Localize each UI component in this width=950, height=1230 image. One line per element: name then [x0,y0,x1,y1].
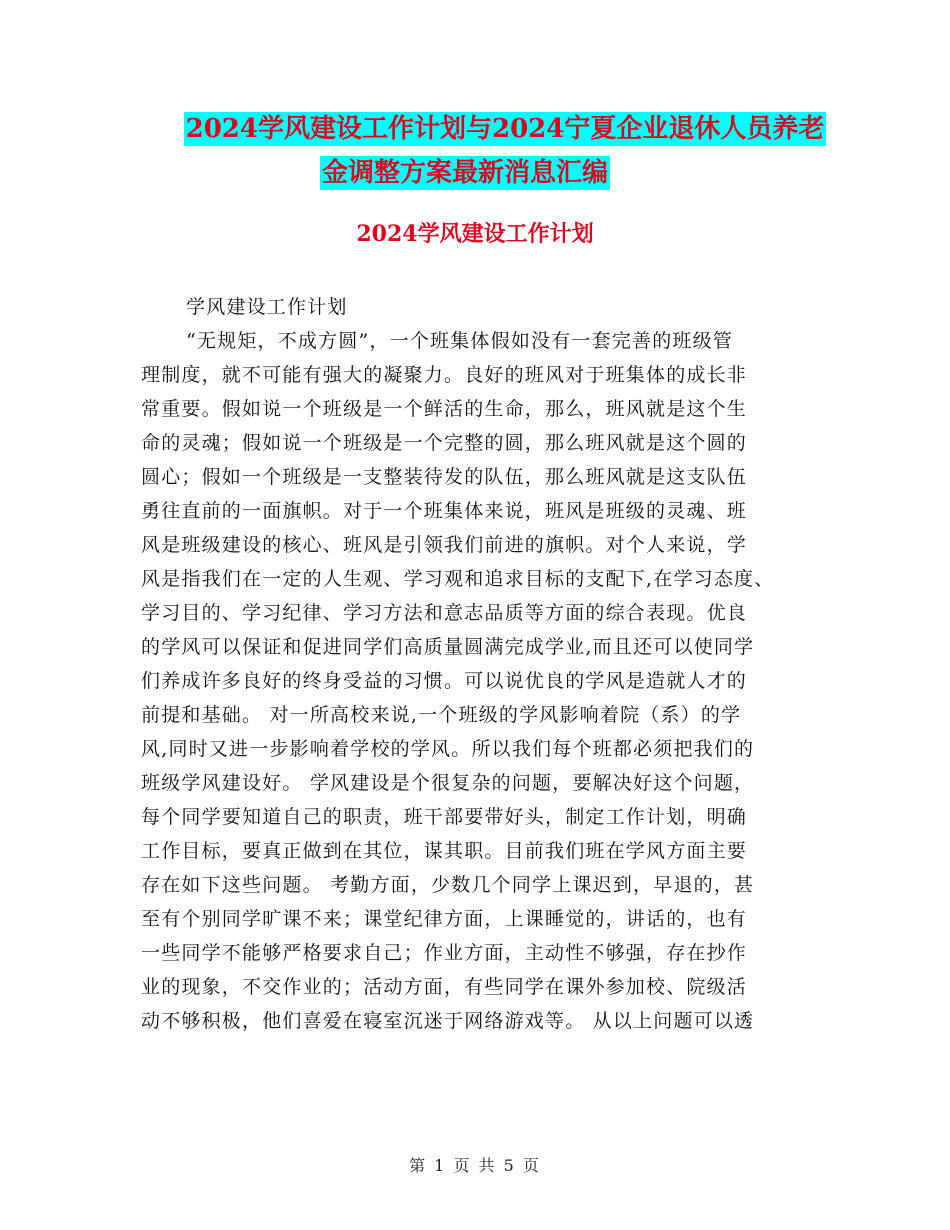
paragraph-line: 常重要。假如说一个班级是一个鲜活的生命，那么，班风就是这个生 [141,398,748,420]
paragraph-line: 前提和基础。 对一所高校来说,一个班级的学风影响着院（系）的学 [141,704,742,726]
paragraph-line: 学习目的、学习纪律、学习方法和意志品质等方面的综合表现。优良 [141,602,748,624]
paragraph-line: 至有个别同学旷课不来；课堂纪律方面，上课睡觉的，讲话的，也有 [141,908,748,930]
paragraph-line: 存在如下这些问题。 考勤方面，少数几个同学上课迟到，早退的，甚 [141,874,755,896]
paragraph-line: 们养成许多良好的终身受益的习惯。可以说优良的学风是造就人才的 [141,670,748,692]
paragraph-line: 的学风可以保证和促进同学们高质量圆满完成学业,而且还可以使同学 [141,636,755,658]
paragraph-line: 班级学风建设好。 学风建设是个很复杂的问题，要解决好这个问题， [141,772,755,794]
paragraph-line: 风是指我们在一定的人生观、学习观和追求目标的支配下,在学习态度、 [141,568,775,590]
paragraph-line: 业的现象，不交作业的；活动方面，有些同学在课外参加校、院级活 [141,976,748,998]
paragraph-line: 动不够积极，他们喜爱在寝室沉迷于网络游戏等。 从以上问题可以透 [141,1010,755,1032]
paragraph-line: 风是班级建设的核心、班风是引领我们前进的旗帜。对个人来说，学 [141,534,748,556]
paragraph-line: 每个同学要知道自己的职责，班干部要带好头，制定工作计划，明确 [141,806,748,828]
paragraph-line: 理制度，就不可能有强大的凝聚力。良好的班风对于班集体的成长非 [141,364,748,386]
paragraph-line: 一些同学不能够严格要求自己；作业方面，主动性不够强，存在抄作 [141,942,748,964]
paragraph-line: 工作目标，要真正做到在其位，谋其职。目前我们班在学风方面主要 [141,840,748,862]
document-title [120,112,830,200]
section-heading: 2024学风建设工作计划 [356,221,594,247]
paragraph-line: 命的灵魂；假如说一个班级是一个完整的圆，那么班风就是这个圆的 [141,432,748,454]
paragraph-line: 圆心；假如一个班级是一支整装待发的队伍，那么班风就是这支队伍 [141,466,748,488]
subheading: 学风建设工作计划 [186,296,348,318]
body-text [141,290,811,1038]
title-line-1: 2024学风建设工作计划与2024宁夏企业退休人员养老 [185,114,825,144]
page-number-footer: 第 1 页 共 5 页 [409,1156,541,1175]
paragraph-line: 风,同时又进一步影响着学校的学风。所以我们每个班都必须把我们的 [141,738,755,760]
paragraph-line: 勇往直前的一面旗帜。对于一个班集体来说，班风是班级的灵魂、班 [141,500,748,522]
title-line-2: 金调整方案最新消息汇编 [321,158,608,188]
paragraph-line: “无规矩，不成方圆”，一个班集体假如没有一套完善的班级管 [186,330,734,352]
